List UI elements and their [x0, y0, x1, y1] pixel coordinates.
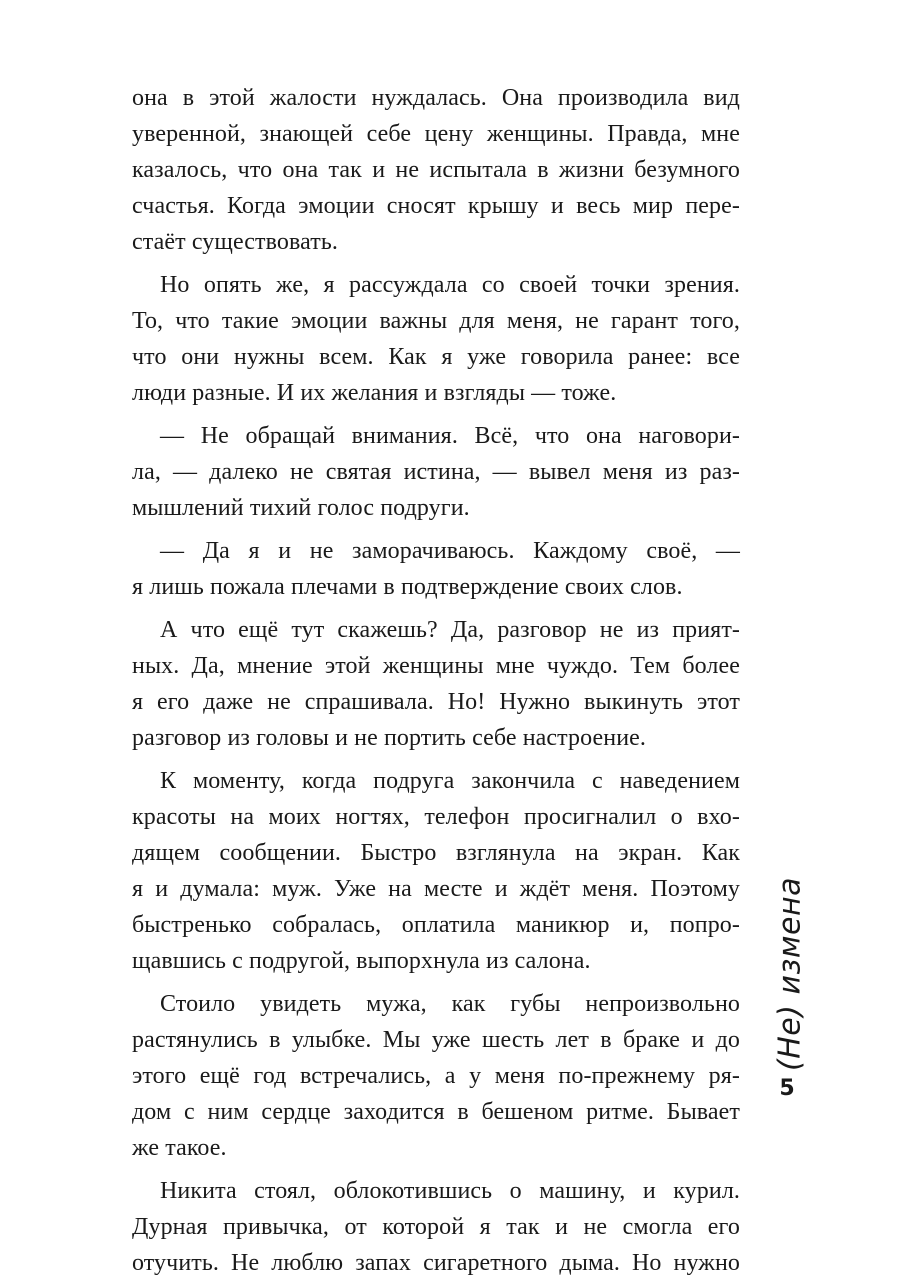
text-line: уверенной, знающей себе цену женщины. Правда, мне [132, 121, 740, 147]
text-line: Стоило увидеть мужа, как губы непроизвольно [160, 991, 740, 1017]
page-number: 5 [779, 1076, 795, 1101]
text-line: мышлений тихий голос подруги. [132, 495, 470, 521]
text-line: К моменту, когда подруга закончила с наведением [160, 768, 740, 794]
text-line: дящем сообщении. Быстро взглянула на экран. Как [132, 840, 740, 866]
text-line: счастья. Когда эмоции сносят крышу и весь мир пере- [132, 193, 740, 219]
paragraph [132, 1173, 740, 1281]
text-line: быстренько собралась, оплатила маникюр и, попро- [132, 912, 740, 938]
text-line: отучить. Не люблю запах сигаретного дыма. Но нужно [132, 1250, 740, 1276]
text-line: Дурная привычка, от которой я так и не смогла его [132, 1214, 740, 1240]
text-line: — Не обращай внимания. Всё, что она наговори- [160, 423, 740, 449]
text-line: растянулись в улыбке. Мы уже шесть лет в браке и до [132, 1027, 740, 1053]
text-line: стаёт существовать. [132, 229, 338, 255]
text-line: красоты на моих ногтях, телефон просигналил о вхо- [132, 804, 740, 830]
text-line: я и думала: муж. Уже на месте и ждёт меня. Поэтому [132, 876, 740, 902]
text-line: казалось, что она так и не испытала в жизни безумного [132, 157, 740, 183]
paragraph [132, 267, 740, 411]
paragraph [132, 533, 740, 605]
text-line: этого ещё год встречались, а у меня по-прежнему ря- [132, 1063, 740, 1089]
body-text [132, 80, 740, 1288]
text-line: щавшись с подругой, выпорхнула из салона. [132, 948, 591, 974]
paragraph [132, 80, 740, 260]
text-line: я его даже не спрашивала. Но! Нужно выкинуть этот [132, 689, 740, 715]
text-line: ла, — далеко не святая истина, — вывел меня из раз- [132, 459, 740, 485]
text-line: Никита стоял, облокотившись о машину, и курил. [160, 1178, 740, 1204]
running-head [760, 877, 820, 1071]
text-line: ных. Да, мнение этой женщины мне чуждо. Тем более [132, 653, 740, 679]
paragraph [132, 418, 740, 526]
text-line: она в этой жалости нуждалась. Она производила вид [132, 85, 740, 111]
text-line: То, что такие эмоции важны для меня, не гарант того, [132, 308, 740, 334]
text-line: — Да я и не заморачиваюсь. Каждому своё, — [160, 538, 740, 564]
running-head-title: (Не) измена [772, 877, 808, 1071]
paragraph [132, 612, 740, 756]
text-line: я лишь пожала плечами в подтверждение своих слов. [132, 574, 683, 600]
text-line: дом с ним сердце заходится в бешеном ритме. Бывает [132, 1099, 740, 1125]
text-line: А что ещё тут скажешь? Да, разговор не из прият- [160, 617, 740, 643]
text-line: разговор из головы и не портить себе настроение. [132, 725, 647, 751]
text-line: же такое. [132, 1135, 227, 1161]
text-line: люди разные. И их желания и взгляды — тоже. [132, 380, 617, 406]
text-line: что они нужны всем. Как я уже говорила ранее: все [132, 344, 740, 370]
text-line: Но опять же, я рассуждала со своей точки зрения. [160, 272, 740, 298]
paragraph [132, 763, 740, 979]
paragraph [132, 986, 740, 1166]
